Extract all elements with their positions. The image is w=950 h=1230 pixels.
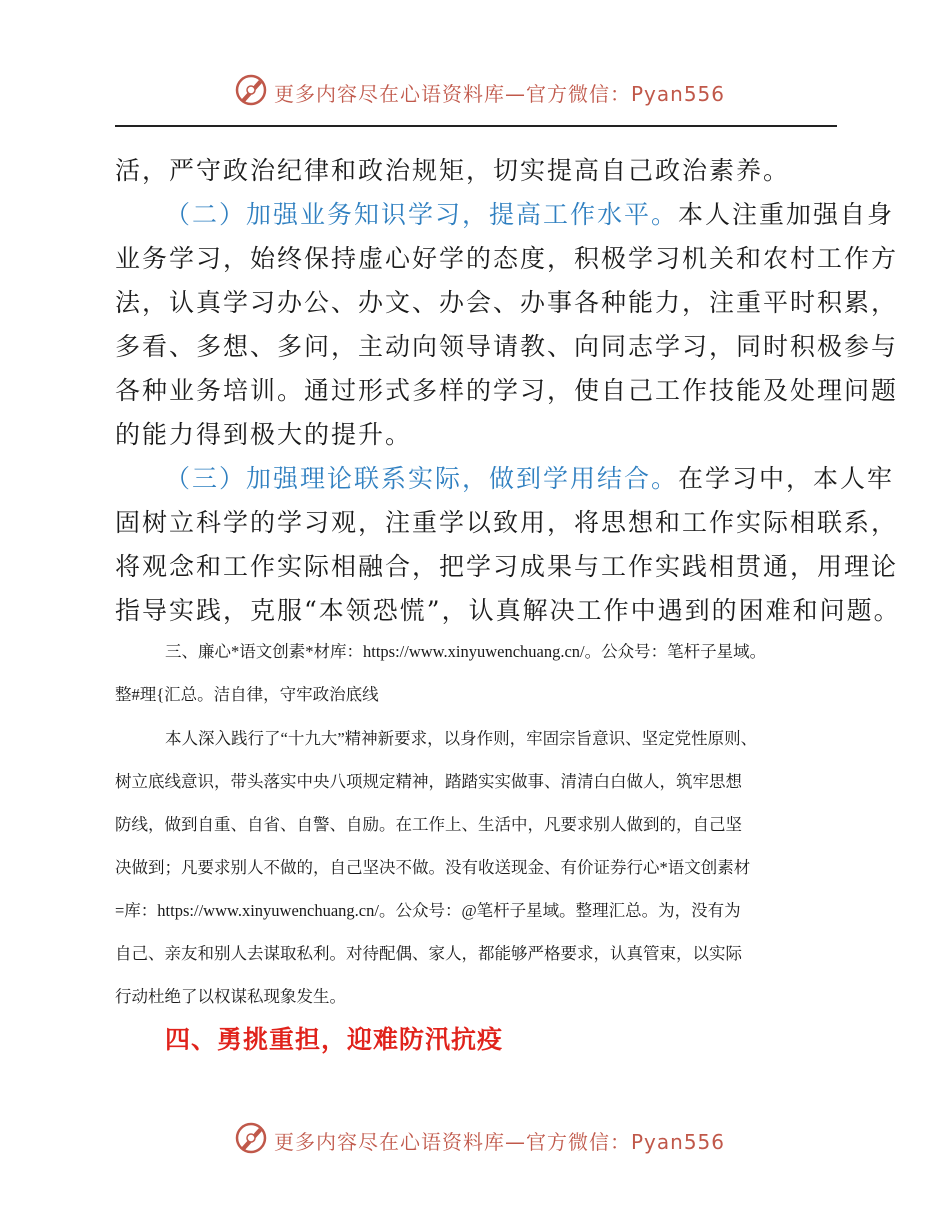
text-line: 活，严守政治纪律和政治规矩，切实提高自己政治素养。 (115, 156, 791, 185)
page-header (0, 72, 950, 112)
text-line: 法，认真学习办公、办文、办会、办事各种能力，注重平时积累， (115, 288, 899, 317)
text-line: 自己、亲友和别人去谋取私利。对待配偶、家人，都能够严格要求，认真管束，以实际 (115, 944, 742, 963)
paragraph-2 (115, 193, 899, 457)
header-divider (115, 125, 837, 127)
header-account: Pyan556 (631, 82, 726, 106)
text-fragment: 在学习中，本人牢 (678, 464, 895, 493)
text-line (115, 457, 895, 501)
text-line (115, 193, 895, 237)
text-line: 整#理{汇总。洁自律，守牢政治底线 (115, 685, 379, 704)
text-line: 各种业务培训。通过形式多样的学习，使自己工作技能及处理问题 (115, 376, 899, 405)
paragraph-3 (115, 457, 901, 633)
paragraph-continuation (115, 149, 837, 193)
section-4-heading: 四、勇挑重担，迎难防汛抗疫 (165, 1025, 504, 1054)
text-line: 本人深入践行了“十九大”精神新要求，以身作则，牢固宗旨意识、坚定党性原则、 (165, 729, 758, 748)
header-banner-label: 更多内容尽在心语资料库—官方微信： (274, 82, 631, 106)
footer-banner-label: 更多内容尽在心语资料库—官方微信： (274, 1130, 631, 1154)
text-line: 业务学习，始终保持虚心好学的态度，积极学习机关和农村工作方 (115, 244, 899, 273)
header-banner-text (274, 78, 725, 107)
text-line: 防线，做到自重、自省、自警、自励。在工作上、生活中，凡要求别人做到的，自己坚 (115, 815, 742, 834)
footer-account: Pyan556 (631, 1130, 726, 1154)
text-line: 将观念和工作实际相融合，把学习成果与工作实践相贯通，用理论 (115, 552, 899, 581)
text-line: 决做到；凡要求别人不做的，自己坚决不做。没有收送现金、有价证券行心*语文创素材 (115, 858, 751, 877)
text-fragment: 本人注重加强自身 (678, 200, 895, 229)
pen-logo-icon (233, 1120, 269, 1156)
section-3-title (115, 630, 850, 716)
text-line: 的能力得到极大的提升。 (115, 420, 413, 449)
pen-logo-icon (233, 72, 269, 108)
text-line: =库：https://www.xinyuwenchuang.cn/。公众号：@笔杆子星域。整理汇总。为，没有为 (115, 901, 741, 920)
subheading-3: （三）加强理论联系实际，做到学用结合。 (165, 464, 679, 493)
text-line: 树立底线意识，带头落实中央八项规定精神，踏踏实实做事、清清白白做人，筑牢思想 (115, 772, 742, 791)
text-line: 行动杜绝了以权谋私现象发生。 (115, 987, 346, 1006)
text-line: 多看、多想、多问，主动向领导请教、向同志学习，同时积极参与 (115, 332, 899, 361)
page-footer (0, 1120, 950, 1160)
subheading-2: （二）加强业务知识学习，提高工作水平。 (165, 200, 679, 229)
text-line: 指导实践，克服“本领恐慌”，认真解决工作中遇到的困难和问题。 (115, 596, 901, 625)
footer-banner-text (274, 1126, 725, 1155)
text-line: 固树立科学的学习观，注重学以致用，将思想和工作实际相联系， (115, 508, 899, 537)
paragraph-4 (115, 717, 850, 1018)
text-line: 三、廉心*语文创素*材库：https://www.xinyuwenchuang.cn/。公众号：笔杆子星域。 (165, 642, 767, 661)
